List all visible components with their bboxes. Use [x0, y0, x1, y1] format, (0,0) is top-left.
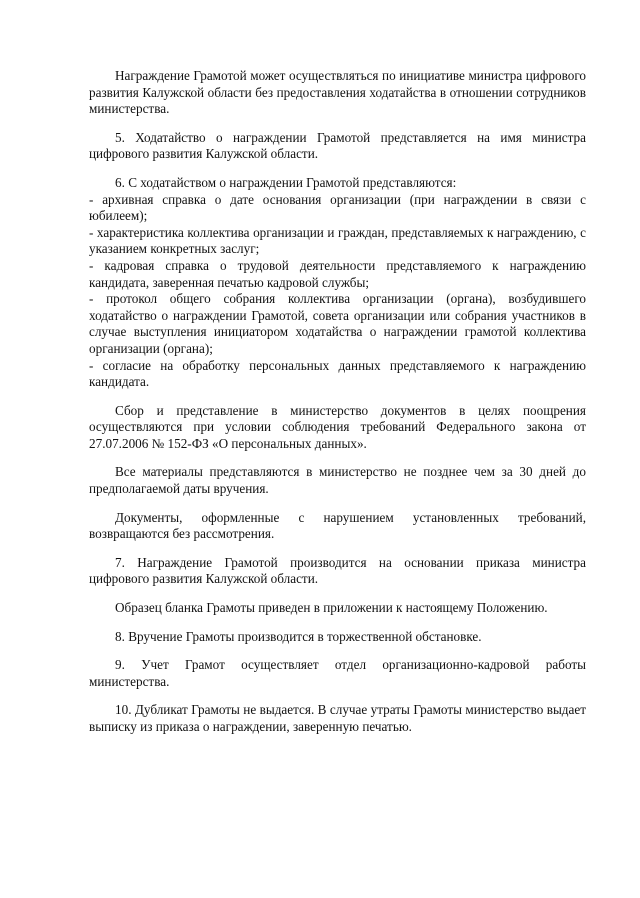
paragraph-8: 8. Вручение Грамоты производится в торжественной обстановке.: [115, 628, 482, 644]
paragraph-5: 5. Ходатайство о награждении Грамотой представляется на имя министра цифрового развития Калужской области.: [89, 129, 586, 162]
paragraph-sample: Образец бланка Грамоты приведен в приложении к настоящему Положению.: [115, 600, 548, 616]
paragraph-9: 9. Учет Грамот осуществляет отдел организационно-кадровой работы министерства.: [89, 657, 586, 689]
list-item-archive-certificate: - архивная справка о дате основания организации (при награждении в связи с юбилеем);: [89, 191, 586, 224]
paragraph-returned: Документы, оформленные с нарушением установленных требований, возвращаются без рассмотрения.: [89, 509, 586, 542]
paragraph-collection: Сбор и представление в министерство документов в целях поощрения осуществляются при условии соблюдения требований Федерального закона от 27.07.2006 № 152-ФЗ «О персональных данных».: [89, 402, 586, 451]
paragraph-6-group: [89, 175, 586, 391]
paragraph-10: 10. Дубликат Грамоты не выдается. В случае утраты Грамоты министерство выдает выписку из приказа о награждении, заверенную печатью.: [89, 702, 586, 734]
list-item-meeting-protocol: - протокол общего собрания коллектива организации (органа), возбудившего ходатайство о награждении Грамотой, совета организации или собрания участников в случае выступления инициатором ходатайства о награждении грамотой коллектива организации (органа);: [89, 291, 586, 356]
list-item-consent: - согласие на обработку персональных данных представляемого к награждению кандидата.: [89, 357, 586, 390]
paragraph-7: 7. Награждение Грамотой производится на основании приказа министра цифрового развития Калужской области.: [89, 554, 586, 587]
paragraph-initiative: Награждение Грамотой может осуществляться по инициативе министра цифрового развития Калужской области без предоставления ходатайства в отношении сотрудников министерства.: [89, 68, 586, 117]
document-page: [89, 68, 586, 748]
list-item-personnel-certificate: - кадровая справка о трудовой деятельности представляемого к награждению кандидата, заверенная печатью кадровой службы;: [89, 257, 586, 290]
paragraph-deadline: Все материалы представляются в министерство не позднее чем за 30 дней до предполагаемой даты вручения.: [89, 464, 586, 497]
paragraph-6-intro: 6. С ходатайством о награждении Грамотой представляются:: [115, 174, 457, 190]
list-item-characteristics: - характеристика коллектива организации и граждан, представляемых к награждению, с указанием конкретных заслуг;: [89, 224, 586, 257]
